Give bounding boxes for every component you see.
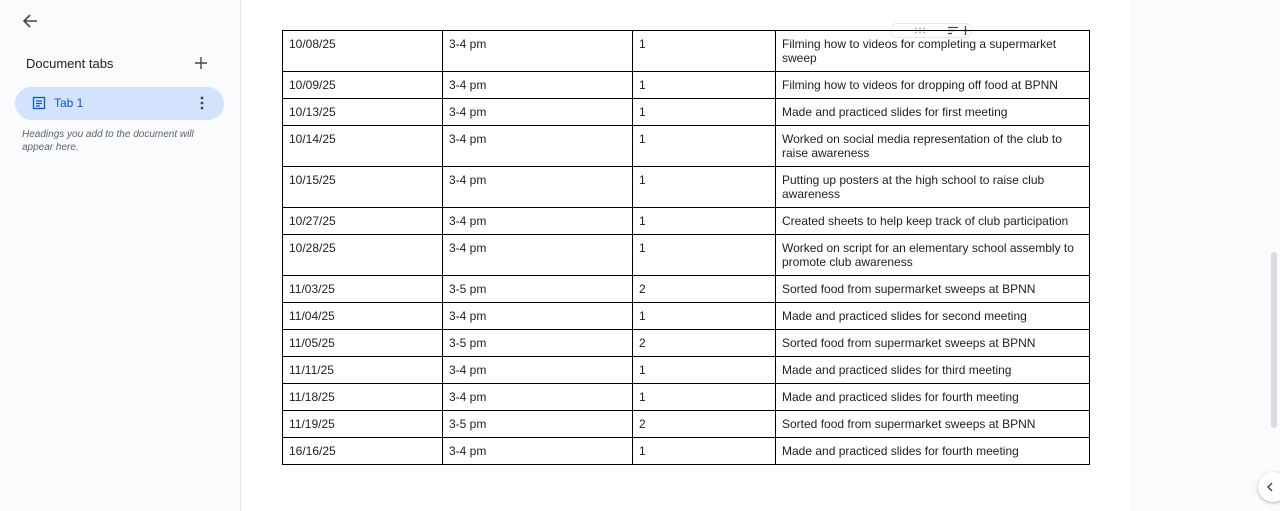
table-row — [283, 276, 1090, 303]
hours-cell[interactable]: 1 — [633, 303, 776, 330]
table-row — [283, 167, 1090, 208]
arrow-left-icon — [22, 13, 38, 29]
time-cell[interactable]: 3-5 pm — [443, 411, 633, 438]
time-cell[interactable]: 3-4 pm — [443, 303, 633, 330]
back-button[interactable] — [18, 9, 42, 33]
table-row — [283, 384, 1090, 411]
chevron-left-icon — [1266, 482, 1274, 492]
tab-item-tab-1[interactable] — [15, 87, 224, 120]
time-cell[interactable]: 3-4 pm — [443, 126, 633, 167]
date-cell[interactable]: 11/03/25 — [283, 276, 443, 303]
description-cell[interactable]: Made and practiced slides for fourth meeting — [776, 384, 1090, 411]
date-cell[interactable]: 11/18/25 — [283, 384, 443, 411]
hours-cell[interactable]: 1 — [633, 72, 776, 99]
document-outline-sidebar — [0, 0, 241, 511]
hours-cell[interactable]: 2 — [633, 276, 776, 303]
table-row — [283, 126, 1090, 167]
scrollbar-thumb[interactable] — [1271, 252, 1277, 428]
date-cell[interactable]: 10/27/25 — [283, 208, 443, 235]
hours-cell[interactable]: 1 — [633, 438, 776, 465]
table-row — [283, 208, 1090, 235]
date-cell[interactable]: 10/08/25 — [283, 31, 443, 72]
time-cell[interactable]: 3-4 pm — [443, 438, 633, 465]
table-row — [283, 303, 1090, 330]
time-cell[interactable]: 3-4 pm — [443, 235, 633, 276]
hours-cell[interactable]: 1 — [633, 99, 776, 126]
add-tab-button[interactable] — [190, 52, 212, 74]
document-icon — [32, 96, 46, 110]
plus-icon — [195, 57, 207, 69]
time-cell[interactable]: 3-4 pm — [443, 72, 633, 99]
table-row — [283, 72, 1090, 99]
activity-log-table[interactable] — [282, 30, 1090, 465]
description-cell[interactable]: Putting up posters at the high school to raise club awareness — [776, 167, 1090, 208]
time-cell[interactable]: 3-4 pm — [443, 31, 633, 72]
hours-cell[interactable]: 1 — [633, 31, 776, 72]
description-cell[interactable]: Created sheets to help keep track of club participation — [776, 208, 1090, 235]
hours-cell[interactable]: 2 — [633, 411, 776, 438]
time-cell[interactable]: 3-5 pm — [443, 330, 633, 357]
date-cell[interactable]: 16/16/25 — [283, 438, 443, 465]
description-cell[interactable]: Worked on script for an elementary school assembly to promote club awareness — [776, 235, 1090, 276]
description-cell[interactable]: Sorted food from supermarket sweeps at BPNN — [776, 330, 1090, 357]
tab-label: Tab 1 — [54, 96, 84, 110]
tab-options-button[interactable] — [194, 95, 210, 111]
time-cell[interactable]: 3-4 pm — [443, 167, 633, 208]
table-row — [283, 438, 1090, 465]
date-cell[interactable]: 10/13/25 — [283, 99, 443, 126]
hours-cell[interactable]: 2 — [633, 330, 776, 357]
document-tabs-heading: Document tabs — [26, 56, 114, 71]
hours-cell[interactable]: 1 — [633, 126, 776, 167]
collapse-side-panel-button[interactable] — [1258, 472, 1280, 502]
date-cell[interactable]: 10/28/25 — [283, 235, 443, 276]
date-cell[interactable]: 10/09/25 — [283, 72, 443, 99]
time-cell[interactable]: 3-4 pm — [443, 99, 633, 126]
description-cell[interactable]: Filming how to videos for completing a supermarket sweep — [776, 31, 1090, 72]
description-cell[interactable]: Made and practiced slides for second meeting — [776, 303, 1090, 330]
date-cell[interactable]: 10/15/25 — [283, 167, 443, 208]
table-row — [283, 411, 1090, 438]
description-cell[interactable]: Sorted food from supermarket sweeps at BPNN — [776, 411, 1090, 438]
description-cell[interactable]: Made and practiced slides for third meeting — [776, 357, 1090, 384]
date-cell[interactable]: 11/19/25 — [283, 411, 443, 438]
hours-cell[interactable]: 1 — [633, 235, 776, 276]
date-cell[interactable]: 11/05/25 — [283, 330, 443, 357]
date-cell[interactable]: 11/04/25 — [283, 303, 443, 330]
time-cell[interactable]: 3-5 pm — [443, 276, 633, 303]
time-cell[interactable]: 3-4 pm — [443, 384, 633, 411]
hours-cell[interactable]: 1 — [633, 384, 776, 411]
more-vert-icon — [200, 96, 204, 110]
time-cell[interactable]: 3-4 pm — [443, 357, 633, 384]
date-cell[interactable]: 11/11/25 — [283, 357, 443, 384]
table-row — [283, 31, 1090, 72]
hours-cell[interactable]: 1 — [633, 357, 776, 384]
description-cell[interactable]: Made and practiced slides for fourth meeting — [776, 438, 1090, 465]
table-row — [283, 357, 1090, 384]
description-cell[interactable]: Worked on social media representation of the club to raise awareness — [776, 126, 1090, 167]
outline-hint: Headings you add to the document will appear here. — [22, 129, 194, 153]
table-row — [283, 330, 1090, 357]
date-cell[interactable]: 10/14/25 — [283, 126, 443, 167]
description-cell[interactable]: Made and practiced slides for first meeting — [776, 99, 1090, 126]
table-row — [283, 235, 1090, 276]
hours-cell[interactable]: 1 — [633, 208, 776, 235]
description-cell[interactable]: Filming how to videos for dropping off food at BPNN — [776, 72, 1090, 99]
description-cell[interactable]: Sorted food from supermarket sweeps at BPNN — [776, 276, 1090, 303]
hours-cell[interactable]: 1 — [633, 167, 776, 208]
table-row — [283, 99, 1090, 126]
time-cell[interactable]: 3-4 pm — [443, 208, 633, 235]
